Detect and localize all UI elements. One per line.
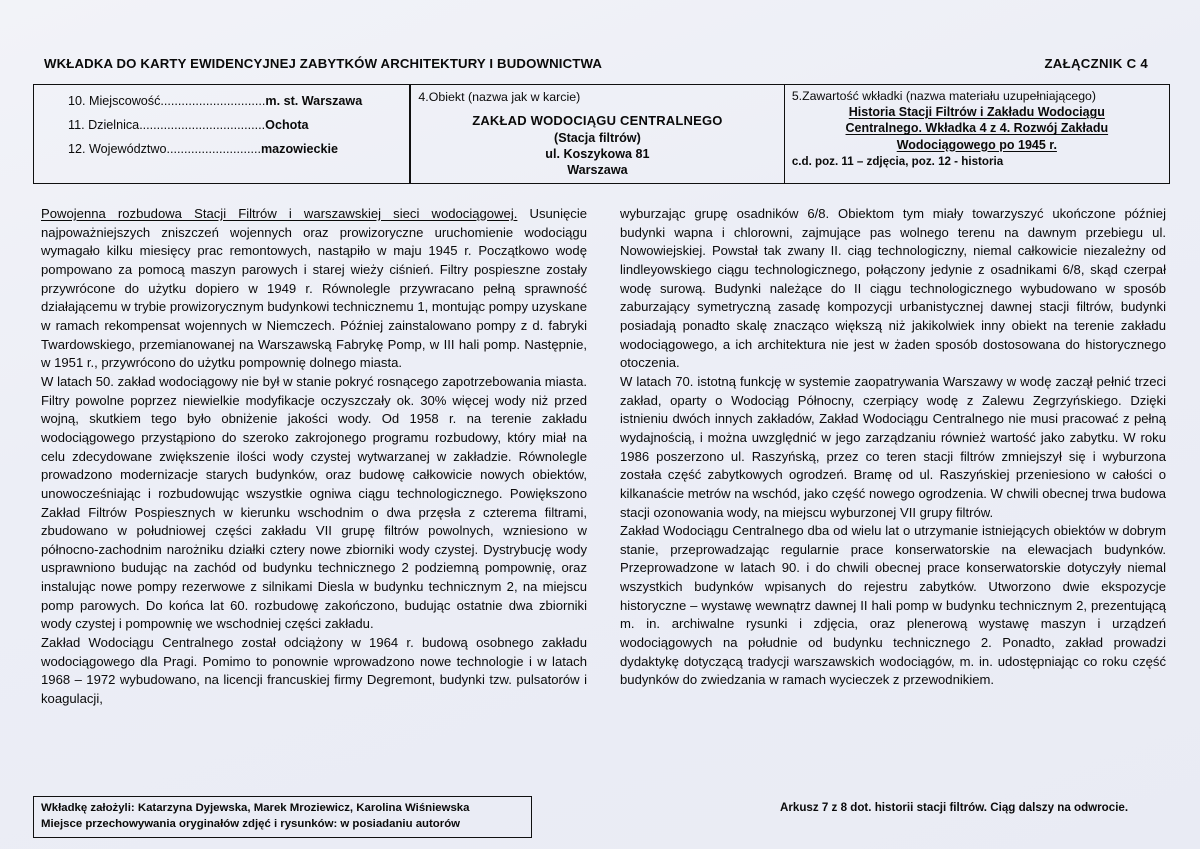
content-field-label: 5.Zawartość wkładki (nazwa materiału uzupełniającego): [791, 89, 1096, 103]
body-column-left: [41, 205, 587, 709]
body-paragraph: W latach 70. istotną funkcję w systemie zaopatrywania Warszawy w wodę zaczął pełnić trzeci zakład, oparty o Wodociąg Północny, czerpiący wodę z Zalewu Zegrzyńskiego. Dzięki istnieniu dwóch innych zakładów, Zakład Wodociągu Centralnego nie musi pracować z pełną wydajnością, i można uwzględnić w jego zarządzaniu również wartość jako zabytku. W roku 1986 poszerzono ul. Raszyńską, przez co teren stacji filtrów zmniejszył się i wyburzona została część zabytkowych ogrodzeń. Bramę od ul. Raszyńskiej przeniesiono w całości o kilkanaście metrów na wschód, jako część nowego ogrodzenia. W chwili obecnej trwa budowa stacji ozonowania wody, na miejscu wyburzonej VII grupy filtrów.: [620, 373, 1166, 520]
table-row: [44, 94, 400, 108]
object-details: [418, 113, 776, 178]
field-number: 12.: [68, 142, 86, 156]
body-paragraph: wyburzając grupę osadników 6/8. Obiektom tym miały towarzyszyć ukończone później budynki wapna i chlorowni, zajmujące pas wolnego terenu na dawnym przebiegu ul. Nowowiejskiej. Powstał tak zwany II. ciąg technologiczny, niemal całkowicie niezależny od lindleyowskiego ciągu technologicznego, połączony jedynie z osadnikami 6/8, skąd czerpał wodę surową. Budynki należące do II ciągu technologicznego wybudowano w sposób zaburzający symetryczną zasadę kompozycji urbanistycznej dawnej stacji filtrów, budynki posiadają ponadto skalę znacząco większą niż jakikolwiek inny obiekt na terenie zakładu wodociągowego, a ich architektura nie jest w żaden sposób dostosowana do historycznego otoczenia.: [620, 206, 1166, 371]
content-title: [792, 104, 1162, 153]
table-cell-object: [409, 84, 785, 184]
content-title-line-1: Historia Stacji Filtrów i Zakładu Wodociągu: [848, 105, 1105, 119]
paragraph-text: Usunięcie najpoważniejszych zniszczeń wojennych oraz prowizoryczne uruchomienie wodociągu wymagało kilku miesięcy prac remontowych, nastąpiło w maju 1945 r. Początkowo wodę pompowano za pomocą maszyn parowych i starej wieży ciśnień. Filtry pospieszne zostały przywrócone do użytku dopiero w 1949 r. Równolegle przywracano pełną sprawność działającemu w trybie prowizorycznym budynkowi technicznemu 1, montując pompy uzyskane w ramach rekompensat wojennych w Niemczech. Później zainstalowano pompy z d. fabryki Twardowskiego, przemianowanej na Warszawską Fabrykę Pomp, w III hali pomp. Następnie, w 1951 r., przywrócono do użytku pompownię dolnego miasta.: [41, 206, 588, 371]
table-row: [44, 118, 400, 132]
footer-authors-box: [33, 796, 532, 838]
table-cell-content: [784, 84, 1170, 184]
object-field-label: 4.Obiekt (nazwa jak w karcie): [418, 90, 581, 104]
body-paragraph: Zakład Wodociągu Centralnego dba od wielu lat o utrzymanie istniejących obiektów w dobrym stanie, przeprowadzając regularnie prace konserwatorskie na elewacjach budynków. Przeprowadzone w latach 90. i do chwili obecnej prace konserwatorskie dotyczyły niemal wszystkich budynków wpisanych do rejestru zabytków. Utworzono dwie ekspozycje historyczne – wystawę wewnątrz dawnej II hali pomp w budynku technicznym 2, prezentującą m. in. archiwalne rysunki i zdjęcia, oraz plenerową wystawę maszyn i urządzeń wodociągowych na południe od budynku technicznego 2. Ponadto, zakład prowadzi dydaktykę dotyczącą tradycji warszawskich wodociągów, m. in. udostępniając co roku część budynków do zwiedzania w ramach wycieczek z przewodnikiem.: [620, 523, 1166, 688]
content-subnote: c.d. poz. 11 – zdjęcia, poz. 12 - historia: [791, 154, 1004, 168]
field-value: m. st. Warszawa: [265, 94, 363, 108]
dot-leader: ..............................: [160, 94, 266, 108]
content-title-line-2: Centralnego. Wkładka 4 z 4. Rozwój Zakładu: [845, 121, 1109, 136]
dot-leader: ....................................: [139, 118, 266, 132]
footer-authors-line: Wkładkę założyli: Katarzyna Dyjewska, Marek Mroziewicz, Karolina Wiśniewska: [41, 802, 470, 814]
document-header: [44, 56, 1170, 71]
identification-table: [33, 84, 1171, 184]
table-cell-location: [33, 84, 411, 184]
field-label: Miejscowość: [89, 94, 161, 108]
object-name: ZAKŁAD WODOCIĄGU CENTRALNEGO: [472, 113, 723, 128]
footer-storage-line: Miejsce przechowywania oryginałów zdjęć i rysunków: w posiadaniu autorów: [41, 817, 461, 830]
body-paragraph: [41, 205, 587, 373]
content-title-line-3: Wodociągowego po 1945 r.: [896, 137, 1057, 152]
field-label: Dzielnica: [88, 118, 140, 132]
object-subtitle: (Stacja filtrów): [554, 130, 641, 145]
annex-label: ZAŁĄCZNIK C 4: [1044, 56, 1148, 71]
page-title: WKŁADKA DO KARTY EWIDENCYJNEJ ZABYTKÓW ARCHITEKTURY I BUDOWNICTWA: [44, 56, 602, 71]
field-number: 10.: [68, 94, 86, 108]
document-body: [41, 205, 1166, 709]
field-value: Ochota: [265, 118, 309, 132]
body-paragraph: Zakład Wodociągu Centralnego został odciążony w 1964 r. budową osobnego zakładu wodociągowego dla Pragi. Pomimo to ponownie wprowadzono nowe technologie i w latach 1968 – 1972 wybudowano, na licencji francuskiej firmy Degremont, budynki tzw. pulsatorów i koagulacji,: [41, 635, 587, 707]
object-street: ul. Koszykowa 81: [545, 146, 650, 161]
section-heading: Powojenna rozbudowa Stacji Filtrów i warszawskiej sieci wodociągowej.: [41, 206, 518, 221]
body-column-right: [620, 205, 1166, 709]
body-paragraph: W latach 50. zakład wodociągowy nie był w stanie pokryć rosnącego zapotrzebowania miasta. Filtry powolne poprzez niewielkie modyfikacje oczyszczały ok. 30% więcej wody niż przed wojną, skutkiem tego było obniżenie jakości wody. Od 1958 r. na terenie zakładu wodociągowego przystąpiono do szeroko zakrojonego programu rozbudowy, który miał na celu zdecydowane zwiększenie ilości wody czystej wytwarzanej w zakładzie. Równolegle prowadzono modernizacje starych budynków, oraz budowę całkowicie nowych obiektów, unowocześniając i rozbudowując wszystkie ogniwa ciągu technologicznego. Powiększono Zakład Filtrów Pospiesznych w kierunku wschodnim o dwa przęsła z czterema filtrami, zbudowano w południowej części zakładu VII grupę filtrów powolnych, wzniesiono w północno-zachodnim narożniku działki cztery nowe zbiorniki wody czystej. Dystrybucję wody usprawniono budując na zachód od budynku technicznego 2 podziemną pompownię, oraz instalując nowe pompy rezerwowe z silnikami Diesla w budynku technicznym 2, na miejscu pomp parowych. Do końca lat 60. rozbudowę zakończono, budując ostatnie dwa zbiorniki wody czystej i pompownię we wschodniej części zakładu.: [41, 373, 587, 632]
object-city: Warszawa: [567, 162, 628, 177]
dot-leader: ...........................: [166, 142, 261, 156]
footer-sheet-note: Arkusz 7 z 8 dot. historii stacji filtrów. Ciąg dalszy na odwrocie.: [780, 801, 1129, 814]
field-value: mazowieckie: [260, 142, 338, 156]
field-number: 11.: [68, 118, 85, 132]
table-row: [44, 142, 400, 156]
field-label: Województwo: [89, 142, 167, 156]
